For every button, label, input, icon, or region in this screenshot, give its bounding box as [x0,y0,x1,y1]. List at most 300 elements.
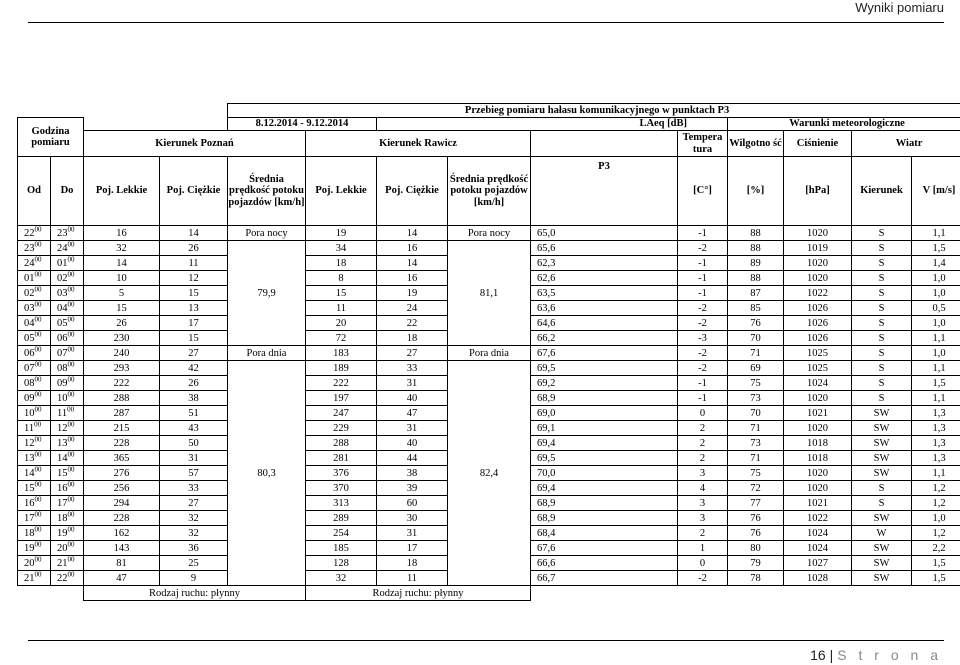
do-cell [51,361,84,376]
wind-speed-cell: 1,3 [912,436,960,451]
od-cell-minutes: 00 [34,315,42,323]
do-cell-hour: 10 [57,392,68,404]
temperature-cell: -1 [678,286,728,301]
od-cell-minutes: 00 [34,285,42,293]
wind-direction-cell: SW [852,421,912,436]
od-cell [18,496,51,511]
wind-speed-cell: 1,1 [912,466,960,481]
wind-speed-cell: 1,0 [912,271,960,286]
poznan-ciezkie-cell: 42 [160,361,228,376]
rawicz-lekkie-cell: 229 [306,421,377,436]
humidity-cell: 85 [728,301,784,316]
wind-speed-cell: 1,5 [912,376,960,391]
poznan-ciezkie-cell: 25 [160,556,228,571]
do-cell [51,571,84,586]
od-cell-minutes: 00 [34,345,42,353]
rawicz-ciezkie-cell: 44 [377,451,448,466]
do-cell [51,256,84,271]
rawicz-ciezkie-cell: 39 [377,481,448,496]
laeq-cell: 66,6 [531,556,678,571]
pressure-cell: 1024 [784,541,852,556]
pressure-cell: 1021 [784,406,852,421]
empty-cell [531,131,678,157]
od-cell-minutes: 00 [34,330,42,338]
od-cell [18,571,51,586]
poznan-ciezkie-cell: 26 [160,241,228,256]
od-cell [18,346,51,361]
do-cell [51,496,84,511]
od-cell-hour: 09 [24,392,35,404]
od-cell-minutes: 00 [34,540,42,548]
od-cell-hour: 10 [24,407,35,419]
rawicz-pora-cell: Pora dnia [448,346,531,361]
humidity-cell: 76 [728,511,784,526]
pressure-cell: 1026 [784,331,852,346]
do-cell [51,436,84,451]
humidity-cell: 80 [728,541,784,556]
poznan-ciezkie-cell: 27 [160,496,228,511]
humidity-cell: 79 [728,556,784,571]
do-cell-hour: 05 [57,317,68,329]
rawicz-lekkie-cell: 11 [306,301,377,316]
poznan-ciezkie-cell: 15 [160,331,228,346]
pressure-cell: 1018 [784,436,852,451]
wind-direction-cell: SW [852,511,912,526]
page-footer [810,647,942,663]
rawicz-ciezkie-cell: 17 [377,541,448,556]
do-cell [51,241,84,256]
poznan-ciezkie-header: Poj. Ciężkie [160,157,228,226]
wind-speed-cell: 1,4 [912,256,960,271]
poznan-ciezkie-cell: 51 [160,406,228,421]
poznan-speed-header: Średnia prędkość potoku pojazdów [km/h] [228,157,306,226]
humidity-cell: 77 [728,496,784,511]
do-cell-hour: 11 [57,407,68,419]
poznan-lekkie-cell: 16 [84,226,160,241]
laeq-cell: 67,6 [531,346,678,361]
poznan-lekkie-cell: 162 [84,526,160,541]
rawicz-lekkie-cell: 289 [306,511,377,526]
wind-direction-cell: S [852,331,912,346]
poznan-ciezkie-cell: 32 [160,511,228,526]
temperatura-header: Tempera tura [678,131,728,157]
laeq-cell: 69,2 [531,376,678,391]
do-cell-minutes: 00 [67,300,75,308]
wind-direction-cell: S [852,226,912,241]
poznan-ciezkie-cell: 17 [160,316,228,331]
poznan-ciezkie-cell: 32 [160,526,228,541]
od-cell-hour: 23 [24,242,35,254]
wind-direction-cell: S [852,376,912,391]
humidity-cell: 69 [728,361,784,376]
humidity-cell: 72 [728,481,784,496]
wind-direction-cell: S [852,346,912,361]
laeq-cell: 66,7 [531,571,678,586]
wind-speed-cell: 0,5 [912,301,960,316]
temperature-cell: 3 [678,466,728,481]
wind-speed-cell: 1,2 [912,526,960,541]
poznan-ciezkie-cell: 50 [160,436,228,451]
humidity-cell: 73 [728,436,784,451]
pressure-cell: 1019 [784,241,852,256]
rawicz-ciezkie-cell: 16 [377,241,448,256]
od-cell-minutes: 00 [34,510,42,518]
rawicz-lekkie-cell: 313 [306,496,377,511]
od-cell-hour: 17 [24,512,35,524]
poznan-lekkie-cell: 143 [84,541,160,556]
temperature-cell: -2 [678,301,728,316]
wind-direction-cell: SW [852,466,912,481]
do-cell-hour: 23 [57,227,68,239]
p3-header: P3 [531,157,678,226]
pressure-cell: 1026 [784,316,852,331]
poznan-ciezkie-cell: 12 [160,271,228,286]
pressure-cell: 1021 [784,496,852,511]
humidity-cell: 89 [728,256,784,271]
do-cell [51,556,84,571]
rawicz-lekkie-cell: 183 [306,346,377,361]
do-cell-hour: 09 [57,377,68,389]
poznan-lekkie-cell: 5 [84,286,160,301]
measurement-table [17,103,960,601]
do-cell-hour: 04 [57,302,68,314]
rawicz-speed-header: Średnia prędkość potoku pojazdów [km/h] [448,157,531,226]
temperature-cell: -1 [678,256,728,271]
rawicz-lekkie-cell: 281 [306,451,377,466]
humidity-cell: 87 [728,286,784,301]
pressure-cell: 1022 [784,511,852,526]
od-cell [18,226,51,241]
od-cell [18,301,51,316]
od-cell [18,361,51,376]
poznan-lekkie-cell: 15 [84,301,160,316]
wind-speed-header: V [m/s] [912,157,960,226]
od-cell-minutes: 00 [34,495,42,503]
od-cell-hour: 16 [24,497,35,509]
rawicz-ciezkie-cell: 24 [377,301,448,316]
rawicz-speed-cell: 81,1 [448,241,531,346]
table-row [18,361,960,376]
od-cell [18,331,51,346]
od-cell-minutes: 00 [34,390,42,398]
rawicz-lekkie-cell: 34 [306,241,377,256]
do-cell [51,451,84,466]
temperature-cell: -1 [678,226,728,241]
laeq-cell: 65,6 [531,241,678,256]
humidity-cell: 88 [728,271,784,286]
temperature-cell: 4 [678,481,728,496]
pressure-cell: 1026 [784,301,852,316]
do-cell-minutes: 00 [67,360,75,368]
wind-direction-cell: SW [852,436,912,451]
wiatr-header: Wiatr [852,131,960,157]
od-cell-minutes: 00 [34,240,42,248]
table-title: Przebieg pomiaru hałasu komunikacyjnego w punktach P3 [228,104,960,118]
poznan-lekkie-cell: 293 [84,361,160,376]
page-header-title: Wyniki pomiaru [855,0,944,15]
poznan-lekkie-cell: 276 [84,466,160,481]
rawicz-ciezkie-cell: 19 [377,286,448,301]
rawicz-pora-cell: Pora nocy [448,226,531,241]
temperature-cell: -2 [678,361,728,376]
rawicz-lekkie-cell: 247 [306,406,377,421]
poznan-lekkie-cell: 81 [84,556,160,571]
od-cell-hour: 07 [24,362,35,374]
dates-header: 8.12.2014 - 9.12.2014 [228,118,377,131]
od-cell-minutes: 00 [34,525,42,533]
do-cell-minutes: 00 [67,495,75,503]
humidity-cell: 88 [728,241,784,256]
temperature-cell: -1 [678,376,728,391]
poznan-lekkie-cell: 26 [84,316,160,331]
rawicz-lekkie-cell: 185 [306,541,377,556]
poznan-ciezkie-cell: 38 [160,391,228,406]
od-cell-minutes: 00 [34,225,42,233]
pressure-cell: 1024 [784,376,852,391]
rawicz-ciezkie-cell: 38 [377,466,448,481]
od-cell-hour: 14 [24,467,35,479]
wind-direction-header: Kierunek [852,157,912,226]
rawicz-lekkie-cell: 15 [306,286,377,301]
kierunek-poznan-header: Kierunek Poznań [84,131,306,157]
weather-header: Warunki meteorologiczne [728,118,960,131]
kierunek-rawicz-header: Kierunek Rawicz [306,131,531,157]
od-cell-hour: 06 [24,347,35,359]
rawicz-lekkie-cell: 18 [306,256,377,271]
wind-speed-cell: 1,5 [912,571,960,586]
empty-cell [531,586,960,601]
laeq-cell: 69,5 [531,451,678,466]
od-cell-minutes: 00 [34,555,42,563]
od-cell-hour: 19 [24,542,35,554]
rawicz-ciezkie-cell: 11 [377,571,448,586]
od-cell-minutes: 00 [34,465,42,473]
pressure-cell: 1018 [784,451,852,466]
od-cell-hour: 02 [24,287,35,299]
humidity-cell: 76 [728,526,784,541]
od-cell-hour: 08 [24,377,35,389]
laeq-cell: 69,0 [531,406,678,421]
pressure-cell: 1020 [784,271,852,286]
empty-cell [84,118,228,131]
od-cell-hour: 21 [24,572,35,584]
cisnienie-header: Ciśnienie [784,131,852,157]
do-cell [51,376,84,391]
do-cell-hour: 03 [57,287,68,299]
do-cell [51,286,84,301]
do-cell-hour: 08 [57,362,68,374]
poznan-ciezkie-cell: 43 [160,421,228,436]
humidity-cell: 76 [728,316,784,331]
wind-speed-cell: 1,1 [912,361,960,376]
wind-speed-cell: 1,1 [912,331,960,346]
od-cell-hour: 18 [24,527,35,539]
wind-speed-cell: 1,1 [912,226,960,241]
temperature-cell: 2 [678,436,728,451]
temperature-cell: -2 [678,346,728,361]
poznan-lekkie-cell: 10 [84,271,160,286]
pressure-cell: 1028 [784,571,852,586]
od-cell-hour: 24 [24,257,35,269]
wind-direction-cell: SW [852,451,912,466]
poznan-lekkie-cell: 228 [84,511,160,526]
do-cell-hour: 12 [57,422,68,434]
od-cell-minutes: 00 [34,300,42,308]
wind-speed-cell: 1,0 [912,511,960,526]
wind-speed-cell: 1,2 [912,481,960,496]
od-cell [18,556,51,571]
rawicz-lekkie-cell: 370 [306,481,377,496]
wind-direction-cell: S [852,241,912,256]
rawicz-ciezkie-cell: 22 [377,316,448,331]
rawicz-lekkie-cell: 32 [306,571,377,586]
temperature-cell: -1 [678,271,728,286]
do-cell-minutes: 00 [67,480,75,488]
poznan-lekkie-cell: 240 [84,346,160,361]
temperature-cell: -2 [678,316,728,331]
temp-unit-header: [C°] [678,157,728,226]
od-cell-hour: 03 [24,302,35,314]
od-cell-hour: 04 [24,317,35,329]
do-cell-minutes: 00 [67,435,75,443]
do-cell [51,481,84,496]
do-cell-hour: 15 [57,467,68,479]
poznan-lekkie-cell: 365 [84,451,160,466]
poznan-lekkie-cell: 230 [84,331,160,346]
laeq-cell: 67,6 [531,541,678,556]
humidity-cell: 70 [728,331,784,346]
poznan-ciezkie-cell: 9 [160,571,228,586]
wind-direction-cell: S [852,391,912,406]
od-cell-hour: 15 [24,482,35,494]
wind-direction-cell: S [852,361,912,376]
wind-direction-cell: W [852,526,912,541]
do-cell [51,346,84,361]
do-cell-minutes: 00 [67,315,75,323]
do-cell-minutes: 00 [67,345,75,353]
wind-speed-cell: 1,3 [912,421,960,436]
laeq-cell: 66,2 [531,331,678,346]
od-cell [18,286,51,301]
poznan-lekkie-cell: 256 [84,481,160,496]
poznan-ciezkie-cell: 31 [160,451,228,466]
od-cell [18,421,51,436]
do-cell [51,271,84,286]
laeq-cell: 69,4 [531,481,678,496]
pressure-cell: 1025 [784,346,852,361]
godzina-header: Godzina pomiaru [18,118,84,157]
pressure-cell: 1020 [784,256,852,271]
do-cell-minutes: 00 [67,270,75,278]
od-cell [18,466,51,481]
rawicz-ciezkie-cell: 27 [377,346,448,361]
do-cell-hour: 07 [57,347,68,359]
do-cell-minutes: 00 [67,285,75,293]
od-cell-minutes: 00 [34,270,42,278]
do-cell [51,406,84,421]
empty-cell [18,104,228,118]
wind-direction-cell: SW [852,556,912,571]
od-cell [18,376,51,391]
od-cell [18,316,51,331]
poznan-traffic-note: Rodzaj ruchu: płynny [84,586,306,601]
rawicz-lekkie-cell: 197 [306,391,377,406]
rawicz-lekkie-cell: 222 [306,376,377,391]
wind-direction-cell: S [852,316,912,331]
humidity-cell: 70 [728,406,784,421]
wind-speed-cell: 1,3 [912,451,960,466]
pressure-cell: 1020 [784,466,852,481]
rawicz-ciezkie-cell: 31 [377,376,448,391]
temperature-cell: 2 [678,451,728,466]
wind-direction-cell: S [852,496,912,511]
poznan-lekkie-cell: 14 [84,256,160,271]
poznan-ciezkie-cell: 26 [160,376,228,391]
wind-speed-cell: 1,0 [912,346,960,361]
poznan-lekkie-cell: 215 [84,421,160,436]
footer-separator: | [829,647,834,663]
pressure-cell: 1020 [784,226,852,241]
header-divider [28,22,944,23]
rawicz-ciezkie-cell: 31 [377,421,448,436]
do-cell-hour: 16 [57,482,68,494]
laeq-cell: 69,5 [531,361,678,376]
rawicz-ciezkie-header: Poj. Ciężkie [377,157,448,226]
poznan-ciezkie-cell: 15 [160,286,228,301]
rawicz-ciezkie-cell: 30 [377,511,448,526]
temperature-cell: 0 [678,556,728,571]
table-row [18,346,960,361]
do-cell-hour: 22 [57,572,68,584]
rawicz-lekkie-cell: 20 [306,316,377,331]
do-cell-minutes: 00 [67,405,75,413]
od-cell-minutes: 00 [34,420,42,428]
rawicz-lekkie-cell: 8 [306,271,377,286]
wind-direction-cell: SW [852,541,912,556]
od-cell [18,391,51,406]
humidity-unit-header: [%] [728,157,784,226]
poznan-ciezkie-cell: 36 [160,541,228,556]
wind-speed-cell: 1,3 [912,406,960,421]
poznan-pora-cell: Pora dnia [228,346,306,361]
rawicz-traffic-note: Rodzaj ruchu: płynny [306,586,531,601]
od-cell [18,256,51,271]
wind-direction-cell: SW [852,406,912,421]
empty-cell [18,586,84,601]
rawicz-lekkie-cell: 189 [306,361,377,376]
rawicz-ciezkie-cell: 14 [377,256,448,271]
do-cell-hour: 21 [57,557,68,569]
poznan-pora-cell: Pora nocy [228,226,306,241]
temperature-cell: 3 [678,496,728,511]
do-cell-minutes: 00 [67,330,75,338]
page-number: 16 [810,647,826,663]
do-cell-minutes: 00 [67,570,75,578]
humidity-cell: 71 [728,421,784,436]
temperature-cell: 1 [678,541,728,556]
laeq-header: LAeq [dB] [377,118,728,131]
pressure-cell: 1024 [784,526,852,541]
od-cell-minutes: 00 [34,405,42,413]
wind-speed-cell: 1,0 [912,316,960,331]
od-cell-hour: 11 [24,422,35,434]
od-cell [18,511,51,526]
od-cell-minutes: 00 [34,255,42,263]
od-cell-hour: 20 [24,557,35,569]
wind-speed-cell: 1,1 [912,391,960,406]
poznan-ciezkie-cell: 33 [160,481,228,496]
table-row [18,226,960,241]
